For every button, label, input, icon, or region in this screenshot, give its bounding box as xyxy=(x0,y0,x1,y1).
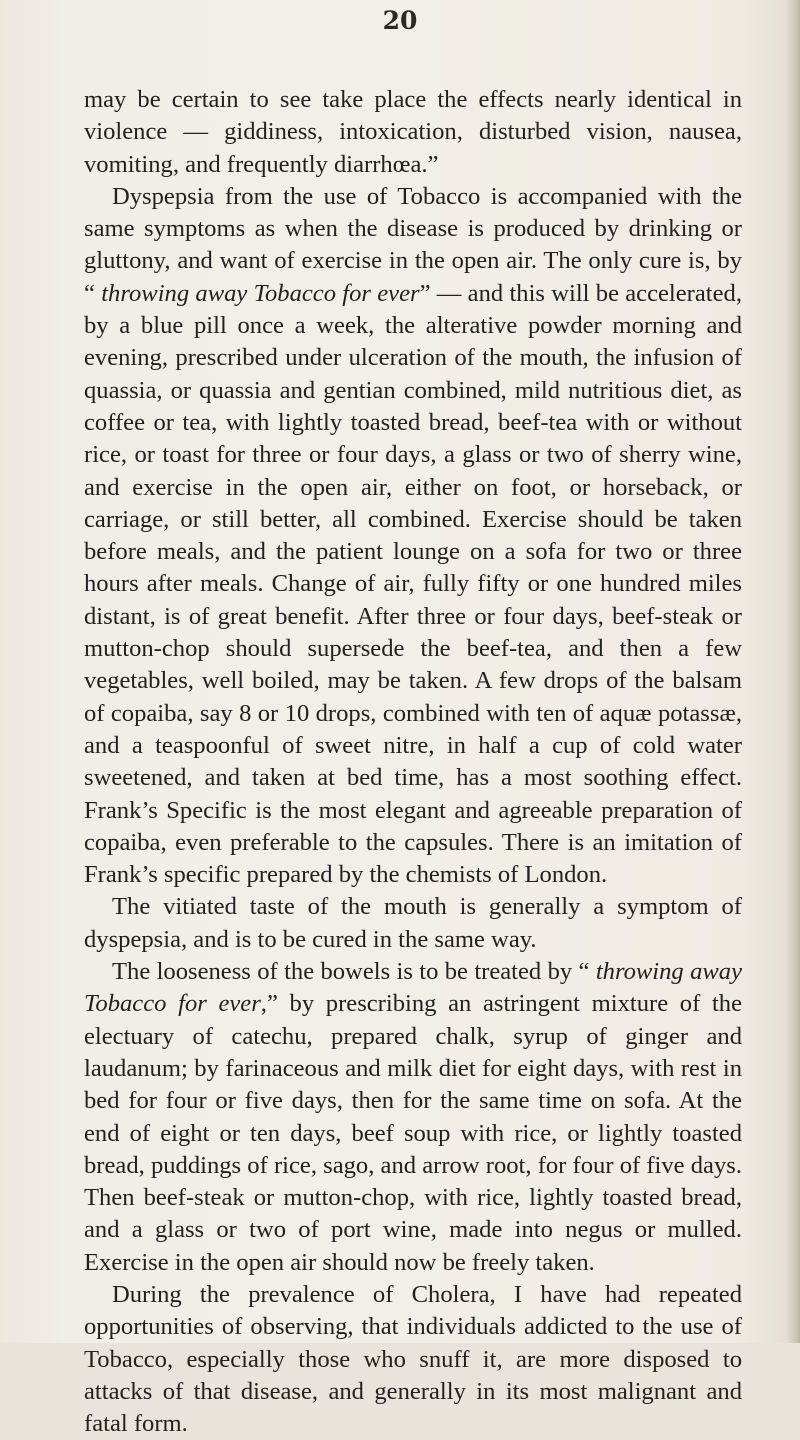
paragraph xyxy=(84,181,742,892)
text-segment: Dyspepsia from the use of Tobacco is accompanied with the same symptoms as when the disease is produced by drinking or gluttony, and want of exercise in the open air. The only cure is, by “ xyxy=(84,182,742,307)
text-segment: may be certain to see take place the effects nearly identical in violence — giddiness, intoxication, disturbed vision, nausea, vomiting, and frequently diarrhœa.” xyxy=(84,86,742,178)
page-number: 20 xyxy=(382,6,418,35)
page-edge-shadow xyxy=(786,0,800,1343)
italic-text-segment: throwing away Tobacco for ever xyxy=(84,958,742,1018)
paragraph xyxy=(84,84,742,181)
italic-text-segment: throwing away Tobacco for ever xyxy=(101,279,420,307)
paragraph xyxy=(84,956,742,1279)
text-segment: ,” by prescribing an astringent mixture of the electuary of catechu, prepared chalk, syrup of ginger and laudanum; by farinaceous and milk diet for eight days, with rest in bed for four or five days, then for the same time on sofa. At the end of eight or ten days, beef soup with rice, or lightly toasted bread, puddings of rice, sago, and arrow root, for four of five days. Then beef-steak or mutton-chop, with rice, lightly toasted bread, and a glass or two of port wine, made into negus or mulled. Exercise in the open air should now be freely taken. xyxy=(84,990,742,1276)
paragraph xyxy=(84,891,742,956)
text-segment: The looseness of the bowels is to be treated by “ xyxy=(112,958,596,986)
text-segment: ” — and this will be accelerated, by a blue pill once a week, the alterative powder morning and evening, prescribed under ulceration of the mouth, the infusion of quassia, or quassia and gentian combined, mild nutritious diet, as coffee or tea, with lightly toasted bread, beef-tea with or without rice, or toast for three or four days, a glass or two of sherry wine, and exercise in the open air, either on foot, or horseback, or carriage, or still better, all combined. Exercise should be taken before meals, and the patient lounge on a sofa for two or three hours after meals. Change of air, fully fifty or one hundred miles distant, is of great benefit. After three or four days, beef-steak or mutton-chop should supersede the beef-tea, and then a few vegetables, well boiled, may be taken. A few drops of the balsam of copaiba, say 8 or 10 drops, combined with ten of aquæ potassæ, and a teaspoonful of sweet nitre, in half a cup of cold water sweetened, and taken at bed time, has a most soothing effect. Frank’s Specific is the most elegant and agreeable preparation of copaiba, even preferable to the capsules. There is an imitation of Frank’s specific prepared by the chemists of London. xyxy=(84,279,742,889)
text-segment: During the prevalence of Cholera, I have had repeated opportunities of observing, that individuals addicted to the use of Tobacco, especially those who snuff it, are more disposed to attacks of that disease, and generally in its most malignant and fatal form. xyxy=(84,1280,742,1438)
paragraph xyxy=(84,1279,742,1440)
text-segment: The vitiated taste of the mouth is generally a symptom of dyspepsia, and is to be cured in the same way. xyxy=(84,893,742,953)
body-text xyxy=(84,84,742,1440)
